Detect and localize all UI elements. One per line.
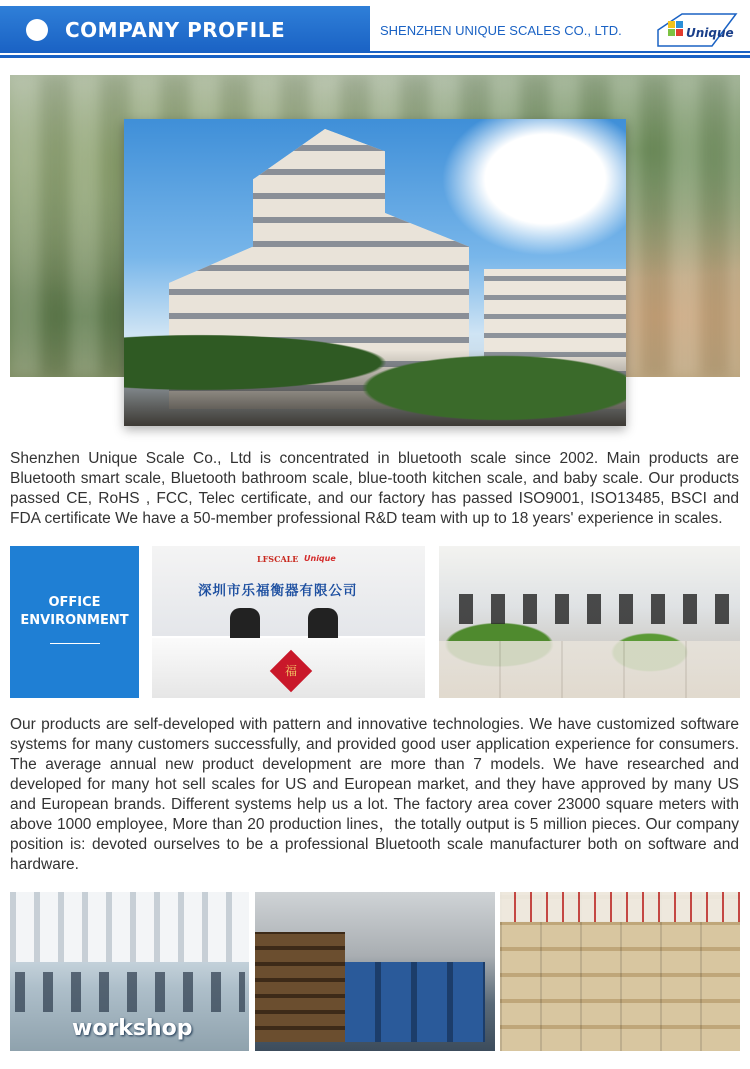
- company-sign-chinese: 深圳市乐福衡器有限公司: [198, 583, 358, 599]
- lfscale-sign: LFSCALE: [257, 554, 299, 564]
- fu-decoration: 福: [270, 650, 312, 692]
- bullet-circle-icon: [26, 19, 48, 41]
- office-environment-text: OFFICE ENVIRONMENT: [20, 595, 129, 628]
- header-divider: [0, 55, 750, 58]
- products-paragraph: Our products are self-developed with pattern and innovative technologies. We have customized software systems for many customers successfully, and provided good user application experience for consumers. The average annual new product development are more than 7 models. We have researched and developed for many hot sell scales for US and European market, and they have approved by many US and European brands. Different systems help us a lot. The factory area cover 23000 square meters with above 1000 employee, More than 20 production lines，the totally output is 5 million pieces. Our company position is: devoted ourselves to be a professional Bluetooth scale manufacturer both on software and hardware.: [10, 716, 739, 873]
- company-banner: [370, 6, 750, 53]
- warehouse-photo: [500, 892, 740, 1051]
- reception-photo: [152, 546, 425, 698]
- unique-sign: Unique: [304, 554, 336, 563]
- company-name: SHENZHEN UNIQUE SCALES CO., LTD.: [380, 23, 622, 38]
- company-building-photo: [124, 119, 626, 426]
- unique-logo: [648, 12, 742, 48]
- office-environment-label: [10, 546, 139, 698]
- page-title: COMPANY PROFILE: [65, 18, 286, 42]
- workshop-label: workshop: [72, 1016, 193, 1041]
- page-header: [0, 0, 750, 62]
- open-office-photo: [439, 546, 740, 698]
- label-underline: [50, 643, 100, 644]
- machinery-photo: [255, 892, 495, 1051]
- intro-paragraph: Shenzhen Unique Scale Co., Ltd is concentrated in bluetooth scale since 2002. Main products are Bluetooth smart scale, Bluetooth bathroom scale, blue-tooth kitchen scale, and baby scale. Our products passed CE, RoHS , FCC, Telec certificate, and our factory has passed ISO9001, ISO13485, BSCI and FDA certificate We have a 50-member professional R&D team with up to 18 years' experience in scales.: [10, 450, 739, 527]
- svg-text:Unique: Unique: [686, 26, 734, 40]
- title-banner: [0, 6, 370, 53]
